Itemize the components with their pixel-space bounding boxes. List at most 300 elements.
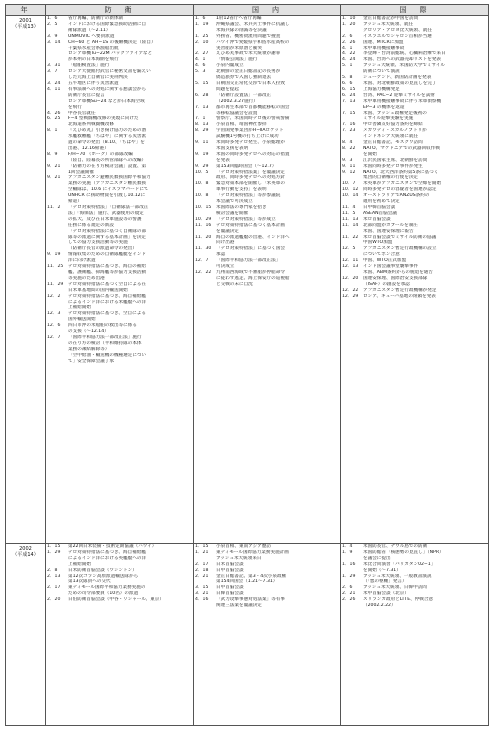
entry-date: 8．29 <box>195 128 209 134</box>
entry-date: 11．4 <box>342 205 356 210</box>
entry-date: 9．21 <box>47 163 61 169</box>
entry-text: 四日市沖の米船舶の救出等に係る <box>68 323 137 329</box>
entry-text: EP−3 の機体を返還 <box>363 104 405 110</box>
entry-text: 軍事行動を支持」を表明 <box>216 187 267 193</box>
entry-text: 日中首脳会談 <box>216 567 244 573</box>
entry-text: F−4 型戦闘機改修の実現に向けた <box>68 116 139 122</box>
entry-text: 日米軍基地間の国内輸送開始 <box>68 287 128 293</box>
entry-date: 9．19 <box>47 252 61 258</box>
entry-text: グロリア・アロヨ比大統領、就任 <box>363 27 432 33</box>
entry-date: 12．22 <box>342 287 359 293</box>
entry-text: 「テロ対策特措法」に基づく国会 <box>216 246 285 252</box>
entry-text: 金正日総書記、第3・4次小泉政権 <box>216 573 287 579</box>
entry-date: 7．13 <box>342 98 356 104</box>
year-label: 2001 <box>19 18 32 24</box>
entry-text: 米英軍がアフガニスタンで空爆を開始 <box>363 181 442 187</box>
entry-text: 日米防衛首脳会談（ワシントン） <box>68 567 137 573</box>
entry-date: 7．1 <box>195 116 206 122</box>
entry-text: 法」「海保法」施行、武器使用の規定 <box>68 210 144 216</box>
year-cell <box>6 544 46 726</box>
entry-date: 4．6 <box>195 63 206 69</box>
entry-text: テロ対策特措法に基づき、海自の補給 <box>68 264 146 270</box>
entry-date: 8．4 <box>342 140 353 146</box>
entry-text: 防衛庁長官に提言 <box>68 92 105 98</box>
entry-text: 関連三法案を閣議決定 <box>216 603 262 609</box>
entry-text: 中国WTO加盟 <box>363 240 393 246</box>
entry-date: 2．17 <box>195 561 209 567</box>
entry-text: アフガニスタン避難民救援国際平和協力 <box>68 175 151 181</box>
entry-date: 11．13 <box>342 216 359 222</box>
entry-date: 12．5 <box>342 246 356 252</box>
entry-text: ASEAN首脳会議 <box>363 210 397 216</box>
entry-text: スリランカ政府とLTTE、停戦合意 <box>363 597 434 603</box>
entry-date: 4．24 <box>342 57 356 63</box>
entry-text: 千葉県水産会系漁船出航 <box>68 45 119 51</box>
entry-text: 「テロ対策特措法」等が成立 <box>216 216 276 222</box>
entry-text: 情報収集のための自衛隊艦艇をインド <box>68 252 147 258</box>
entry-date: 9．11 <box>195 140 209 146</box>
entry-date: 1．15 <box>195 544 209 549</box>
entry-text: 米中軍用機接触事故に伴う米軍偵察機 <box>363 98 442 104</box>
year-label: 2002 <box>19 546 32 552</box>
year-row-2002 <box>6 544 489 726</box>
entry-text: 米国支援を表明 <box>216 145 249 151</box>
entry-date: 2．20 <box>47 597 61 603</box>
entry-date: 2．21 <box>342 591 356 597</box>
entry-text: 可決成立 <box>216 264 235 270</box>
entry-text: 第22回日米装備・技術定期協議（ハワイ） <box>68 544 157 549</box>
entry-text: アフガニスタン暫定行政機構の設立 <box>363 246 437 252</box>
entry-text: を飛行 <box>68 104 82 110</box>
entry-text: に従わず逃走、海上保安庁の巡視船 <box>216 275 290 281</box>
entry-date: 2．17 <box>47 585 61 591</box>
entry-text: 1回会議開催 <box>68 169 94 175</box>
year-row-2001 <box>6 16 489 544</box>
entry-text: インドネシア大統領に就任 <box>363 134 419 140</box>
entry-date: 5．1 <box>342 63 353 69</box>
entry-text: 省庁再編、防衛庁の新体制 <box>68 16 124 21</box>
entry-text: CH−60 と AH−1S の後継機決定（陸自） <box>68 39 156 45</box>
entry-text: を開始 <box>363 151 377 157</box>
entry-text: と交戦の末に自沈 <box>216 281 253 287</box>
entry-text: 業務の実施（アフガニスタン難民救援 <box>68 181 147 187</box>
entry-text: 上補給開始 <box>68 561 91 567</box>
entry-text: 問題を提起 <box>216 86 239 92</box>
entry-text: 都市再生本部で首都機能移転の国会 <box>216 104 290 110</box>
chronology-entry <box>341 603 488 609</box>
entry-date: 11．2 <box>47 205 61 210</box>
entry-text: NATO、マケドニアでの武器回収作戦 <box>363 145 440 151</box>
entry-text: 日米首脳会談 <box>216 561 244 567</box>
entry-text: （防衛庁長官の派遣命令の発出） <box>68 246 137 252</box>
entry-text: 沖縄県議会、米兵兵士事件に抗議し <box>216 21 290 27</box>
entry-text: 米国の同時多発テロへの対応の措置 <box>216 151 290 157</box>
entry-date: 4．1 <box>342 45 353 51</box>
entry-date: 2．13 <box>47 573 61 579</box>
chronology-entry <box>194 603 340 609</box>
chronology-entry <box>46 359 193 365</box>
entry-text: 米国際法の専門家を招き <box>216 205 267 210</box>
entry-date: 1．10 <box>342 16 356 21</box>
entry-date: 9．29 <box>195 163 209 169</box>
chronology-table <box>5 4 489 726</box>
entry-date: 6．24 <box>342 92 356 98</box>
entry-text: 第13次隊員への交代 <box>68 579 111 585</box>
entry-date: 1．19 <box>195 21 209 27</box>
entry-text: 北朝鮮の金正日総書記の長男が <box>216 69 281 75</box>
entry-date: 11．20 <box>195 234 212 240</box>
entry-text: 米国、ブッシュ政権発足後初の <box>363 110 427 116</box>
entry-text: ブッシュ米大統領、就任 <box>363 21 414 27</box>
entry-text: （陸自、陸幕長の所管部隊への改編） <box>68 157 147 163</box>
entry-text: 九州南西海域で不審船が停船命令 <box>216 269 285 275</box>
entry-text: 米国、ABM条約からの脱退を通告 <box>363 269 433 275</box>
entry-text: 洋に向け派遣 <box>68 258 96 264</box>
header-defense: 防 衛 <box>46 5 194 16</box>
entry-date: 2．21 <box>195 573 209 579</box>
entry-text: 向け出港 <box>216 240 235 246</box>
entry-date: 7．13 <box>195 104 209 110</box>
entry-text: テロ対策特措法に基づき、海自補給艦 <box>68 549 146 555</box>
entry-text: ロシア軍機Tu−22M バックファイアなど <box>68 51 153 57</box>
entry-text: 承認 <box>216 252 226 258</box>
entry-text: 五牛地区に伴う災害派遣 <box>68 80 119 86</box>
entry-text: 緊急対策本部を開催し「米英軍の <box>216 181 285 187</box>
entry-date: 9．3 <box>342 157 353 163</box>
entry-text: 米ロ首脳会談 <box>363 216 391 222</box>
entry-text: NATO、北大西洋条約第5条に基づく <box>363 169 439 175</box>
entry-text: 米海兵隊の削減等を決議 <box>216 27 267 33</box>
entry-date: 7．15 <box>342 110 356 116</box>
entry-text: 『えひめ丸』引き揚げ協力のための潜 <box>68 128 147 134</box>
entry-date <box>341 603 363 609</box>
entry-text: ロシア大使館付武官に秘密文書を漏えい <box>68 69 151 75</box>
entry-text: 「情報公開法」施行 <box>216 57 258 63</box>
entry-text: 外務省、機密費流用問題で捜査 <box>216 33 281 39</box>
era-label: （平成13） <box>12 24 39 30</box>
entry-text: 「テロ対策特措法」「自衛隊法一部改正 <box>68 205 149 210</box>
entry-text: 国連、MTCRに加盟 <box>363 39 404 45</box>
entry-date: 11．16 <box>195 222 212 228</box>
entry-date: 10．14 <box>342 193 359 199</box>
entry-date: 3．9 <box>47 33 58 39</box>
entry-text: 本会議で可決成立 <box>216 199 253 205</box>
entry-text: 適用を初めて決定 <box>363 199 400 205</box>
entry-text: 水艦救難艦「ちはや」に関する災害派 <box>68 134 147 140</box>
entry-text: についてボン合意 <box>363 252 400 258</box>
entry-text: 「防衛力の在り方検討会議」設置、第 <box>68 163 147 169</box>
entry-date: 1．9 <box>342 549 353 555</box>
entry-text: （2002.2.22） <box>363 603 396 609</box>
entry-date <box>46 359 68 365</box>
entry-date: 8．9 <box>47 151 58 157</box>
entry-text: 実習船が米原潜と衝突 <box>216 45 262 51</box>
international-column <box>341 544 489 726</box>
entry-text: 「武力攻撃事態対処法案」等有事 <box>216 597 285 603</box>
entry-text: テロ対策特措法に基づき、海自補給艦 <box>68 293 146 299</box>
entry-text: 米国、対北朝鮮政策の見直しを完了 <box>363 80 437 86</box>
entry-text: 上海協力機構発足 <box>363 86 400 92</box>
entry-text: 北海道系列戦闘機改修 <box>68 122 114 128</box>
entry-date: 3．15 <box>195 585 209 591</box>
entry-text: テロ対策特措法に基づき、空自による <box>68 311 146 317</box>
header-domestic: 国 内 <box>194 5 341 16</box>
entry-text: を開始（〜7.31） <box>363 567 401 573</box>
chronology-entry <box>341 294 488 300</box>
entry-text: 「船舶検査法」施行 <box>68 63 110 69</box>
entry-date: 1．25 <box>195 33 209 39</box>
entry-text: 宇宙開発事業団がH−ⅡAロケット <box>216 128 284 134</box>
entry-date: 1．20 <box>342 21 356 27</box>
entry-text: 防衛について演説 <box>363 69 400 75</box>
entry-date: 1．6 <box>47 16 58 21</box>
entry-date: 12．13 <box>342 264 359 270</box>
entry-text: 艦、護衛艦、掃海艦等が協力支援活動 <box>68 269 147 275</box>
entry-date: 12．7 <box>195 258 209 264</box>
entry-text: ブッシュ大統領、米国防大学でミサイル <box>363 63 445 69</box>
entry-text: 隊等の派遣に関する基本計画」を決定 <box>68 234 147 240</box>
entry-date: 8．13 <box>195 122 209 128</box>
entry-text: アフガニスタン暫定行政機構が発足 <box>363 287 437 293</box>
entry-date: 1．29 <box>47 549 61 555</box>
entry-text: 試験機1号機の打ち上げに成功 <box>216 134 279 140</box>
entry-text: ための司令部要員（10名）の派遣 <box>68 591 139 597</box>
entry-text: インド国会議事堂襲撃事件 <box>363 264 419 270</box>
entry-text: て」安全保障会議了承 <box>68 358 114 364</box>
entry-text: 東ティモール国際平和協力業務実施の <box>68 585 146 591</box>
header-year: 年 <box>6 5 46 16</box>
entry-date: 6．28 <box>195 92 209 98</box>
entry-text: ロシア、キューバ基地の閉鎖を発表 <box>363 293 436 299</box>
entry-date: 3．21 <box>195 591 209 597</box>
entry-text: 国連安保理、国際治安支援部隊 <box>363 275 428 281</box>
entry-text: UNHCR に援助物資を引渡し10.12に <box>68 193 146 199</box>
entry-text: 「テロ対策特措法案」を閣議決定 <box>216 169 285 175</box>
entry-text: によるインド洋における米艦艇への洋 <box>68 299 147 305</box>
entry-text: した元海上自衛官に実刑判決 <box>68 75 128 81</box>
entry-date: 2．26 <box>342 597 356 603</box>
entry-date: 10．12 <box>342 187 359 193</box>
entry-date: 1．16 <box>342 561 356 567</box>
entry-text: ロシア軍機Su−24 などが日本海空域 <box>68 98 145 104</box>
entry-text: 江沢民国家主席、北朝鮮を訪問 <box>363 157 428 163</box>
entry-date: 1．6 <box>195 16 206 21</box>
entry-text: 等移転協議会を設置 <box>216 110 258 116</box>
entry-text: 米同時多発テロ発生、小泉総理が <box>216 140 285 146</box>
entry-date: 12．22 <box>195 269 212 275</box>
entry-date: 4．1 <box>195 57 206 63</box>
entry-text: 1府12省庁へ省庁再編 <box>216 16 262 21</box>
entry-text: 米国、国連安保理に報告 <box>363 228 414 234</box>
defense-column <box>46 16 194 544</box>
entry-text: を発表 <box>216 157 230 163</box>
entry-text: 「国際平和協力法一部改正法」施行 <box>68 334 142 340</box>
entry-date: 12．20 <box>342 275 359 281</box>
entry-date: 6．15 <box>342 86 356 92</box>
entry-date: 10．7 <box>342 181 356 187</box>
entry-text: 集団的自衛権の行使を決定 <box>363 175 419 181</box>
entry-text: 政府、同時多発テロへの対処方針 <box>216 175 285 181</box>
entry-text: 日中首脳会談 <box>216 585 244 591</box>
entry-date: 12．2 <box>47 293 61 299</box>
entry-text: 衛隊派遣（〜2.11） <box>68 27 111 33</box>
entry-date: 12．7 <box>47 334 61 340</box>
entry-text: 任務に係る規定の新設 <box>68 222 114 228</box>
entry-text: 等実施のため出港 <box>68 275 105 281</box>
entry-text: 北部同盟がカブールを制圧 <box>363 222 418 228</box>
entry-date: 9．11 <box>342 163 356 169</box>
entry-text: を閣議決定 <box>216 228 239 234</box>
entry-text: テロ対策特措法に基づく空自による在 <box>68 281 147 287</box>
entry-text: 米比合同演習「バリカタン02−1」 <box>363 561 436 567</box>
entry-date: 9．21 <box>47 175 61 181</box>
header-international: 国 際 <box>341 5 489 16</box>
international-column <box>341 16 489 544</box>
entry-text: 「テロ対策特措法」等が参議院 <box>216 193 281 199</box>
entry-text: UNMOVIC へ要員派遣 <box>68 33 115 39</box>
entry-text: 中ロ善隣友好協力条約を締結 <box>363 122 423 128</box>
entry-text: の在り方の検討（平和維持隊の本体 <box>68 340 142 346</box>
domestic-column <box>194 16 341 544</box>
entry-text: 小泉首相、東南アジア歴訪 <box>216 544 271 549</box>
entry-date: 10．8 <box>195 181 209 187</box>
entry-text: 金正日総書記が中国を訪問 <box>363 16 419 21</box>
entry-date: 3．14 <box>47 39 61 45</box>
entry-text: 小泉首相、靖国神社参拝 <box>216 122 267 128</box>
entry-text: 帰還） <box>68 199 82 205</box>
entry-text: 偽造旅券で入国し強制退去 <box>216 75 272 81</box>
entry-text: イスラエルでシャロン首相が当選 <box>363 33 432 39</box>
entry-date: 2．6 <box>342 585 353 591</box>
entry-text: オーストラリアでANZUS条約の <box>363 193 430 199</box>
entry-date: 4．11 <box>47 86 61 92</box>
entry-date: 6．6 <box>342 80 353 86</box>
entry-date: 11．22 <box>342 234 359 240</box>
era-label: （平成14） <box>12 552 39 558</box>
entry-text: 中谷長官就任 <box>68 110 96 116</box>
entry-date: 2．6 <box>342 33 353 39</box>
entry-text: ブッシュ米大統領、日韓中訪問 <box>363 585 427 591</box>
entry-date: 11．14 <box>342 222 359 228</box>
entry-date: 1．4 <box>342 544 353 549</box>
entry-text: 有事法制への対処に関する懇談会から <box>68 86 147 92</box>
entry-text: （2002.3.27施行） <box>216 98 258 104</box>
entry-date: 2．5 <box>47 21 58 27</box>
entry-text: 米国同時多発テロ事件が発生 <box>363 163 423 169</box>
entry-date: 5．8 <box>342 75 353 81</box>
entry-text: 日韓首脳会談 <box>216 591 244 597</box>
entry-text: 空輸隊は、10.6 にイスラマバードにて <box>68 187 149 193</box>
entry-text: によるインド洋における英艦艇への洋 <box>68 555 147 561</box>
entry-date: 11．25 <box>47 264 64 270</box>
entry-date: 10．29 <box>195 216 212 222</box>
entry-date <box>194 282 216 288</box>
entry-text: 第153回臨時国会（〜12.7） <box>216 163 277 169</box>
entry-text: 国外輸送開始 <box>68 317 96 323</box>
entry-date: 2．18 <box>195 567 209 573</box>
entry-text: 第12次ゴラン高原派遣輸送隊から <box>68 573 139 579</box>
entry-text: 海自の派遣艦艇の出港、インド洋へ <box>216 234 290 240</box>
entry-date: 12．29 <box>342 293 359 299</box>
entry-text: 「空中給油・輸送機の機種選定につい <box>68 352 147 358</box>
entry-text: 日伯防衛首脳会談（中谷・リシャール、東京） <box>68 597 164 603</box>
entry-date: 10．5 <box>195 169 209 175</box>
entry-text: が本州の日本海側を飛行 <box>68 57 119 63</box>
entry-text: 中国、WTO正式加盟 <box>363 258 407 264</box>
entry-text: を議会に提出 <box>363 555 391 561</box>
chronology-entry <box>46 597 193 603</box>
entry-date: 12．11 <box>342 258 359 264</box>
entry-text: 日中韓首脳会談 <box>363 205 396 210</box>
entry-text: テロ対策特措法に基づく基本計画 <box>216 222 285 228</box>
entry-text: 李登輝・台湾前総統、心臓病治療で来日 <box>363 51 446 57</box>
entry-date: 6．25 <box>47 116 61 122</box>
entry-text: 米国防長官、ナウル島での防衛 <box>363 544 428 549</box>
entry-text: （「悪の枢軸」発言） <box>363 579 407 585</box>
entry-date: 8．1 <box>47 128 58 134</box>
entry-date: 12．6 <box>47 323 61 329</box>
entry-date: 4．26 <box>47 110 61 116</box>
entry-date <box>194 603 216 609</box>
entry-date: 2．26 <box>342 39 356 45</box>
entry-text: ブッシュ米大統領来日 <box>216 555 262 561</box>
entry-date: 1．29 <box>342 573 356 579</box>
entry-date: 4．16 <box>195 597 209 603</box>
entry-text: メガワティ・スカルノプトリが <box>363 128 427 134</box>
entry-date: 2．8 <box>47 567 58 573</box>
chronology-entry <box>194 282 340 288</box>
entry-text: 「国際平和協力法一部改正法」 <box>216 258 281 264</box>
entry-date: 11．29 <box>47 281 64 287</box>
entry-date: 8．22 <box>342 145 356 151</box>
entry-date: 11．5 <box>342 210 356 216</box>
entry-text: シューゲンド、新国防計画を発表 <box>363 75 432 81</box>
entry-text: 日朝国交正常化交渉で日本人拉致 <box>216 80 285 86</box>
entry-date: 5．15 <box>195 80 209 86</box>
entry-text: 出港、12.16帰港） <box>68 145 109 151</box>
entry-date: 2．27 <box>195 51 209 57</box>
entry-text: 「テロ対策特措法に基づく自衛隊の部 <box>68 228 147 234</box>
entry-text: 遣の命令の発出（8.10、「ちはや」を <box>68 140 145 146</box>
entry-text: ハワイ沖で愛媛県宇和島水産高校の <box>216 39 290 45</box>
entry-text: ブッシュ米大統領、一般教書演説 <box>363 573 432 579</box>
entry-date: 3．31 <box>47 63 61 69</box>
entry-text: 米国、台湾への武器売却リストを発表 <box>363 57 442 63</box>
entry-date: 3．24 <box>47 80 61 86</box>
entry-date: 11．30 <box>195 246 212 252</box>
year-cell <box>6 16 46 544</box>
entry-text: 米中首脳会談（北京） <box>363 591 409 597</box>
entry-text: インドにおける国際緊急援助活動に自 <box>68 21 147 27</box>
table-header-row <box>6 5 489 16</box>
entry-text: F/H−70 （ホーク）の部隊改編 <box>68 151 133 157</box>
defense-column <box>46 544 194 726</box>
entry-text: 金正日総書記、モスクワ訪問 <box>363 140 423 146</box>
entry-text: 上補給開始 <box>68 305 91 311</box>
entry-date: 12．3 <box>47 311 61 317</box>
entry-date: 10．8 <box>195 193 209 199</box>
domestic-column <box>194 544 341 726</box>
entry-text: しての協力支援活動等の実施 <box>68 240 128 246</box>
entry-text: 「防衛庁設置法」一部改正 <box>216 92 272 98</box>
entry-text: 米国防総省「核態勢の見直し」（NPR） <box>363 549 444 555</box>
entry-date: 3．7 <box>47 69 58 75</box>
entry-text: 業務の凍結解除等） <box>68 346 110 352</box>
entry-text: 台湾、PAC−2 迎撃ミサイルを試射 <box>363 92 435 98</box>
entry-text: えひめ丸事故で米大統領が謝罪 <box>216 51 281 57</box>
entry-text: の拡大、及び在日米軍施設等の警護 <box>68 216 142 222</box>
entry-text: 東ティモール国際協力業務実施計画 <box>216 549 289 555</box>
